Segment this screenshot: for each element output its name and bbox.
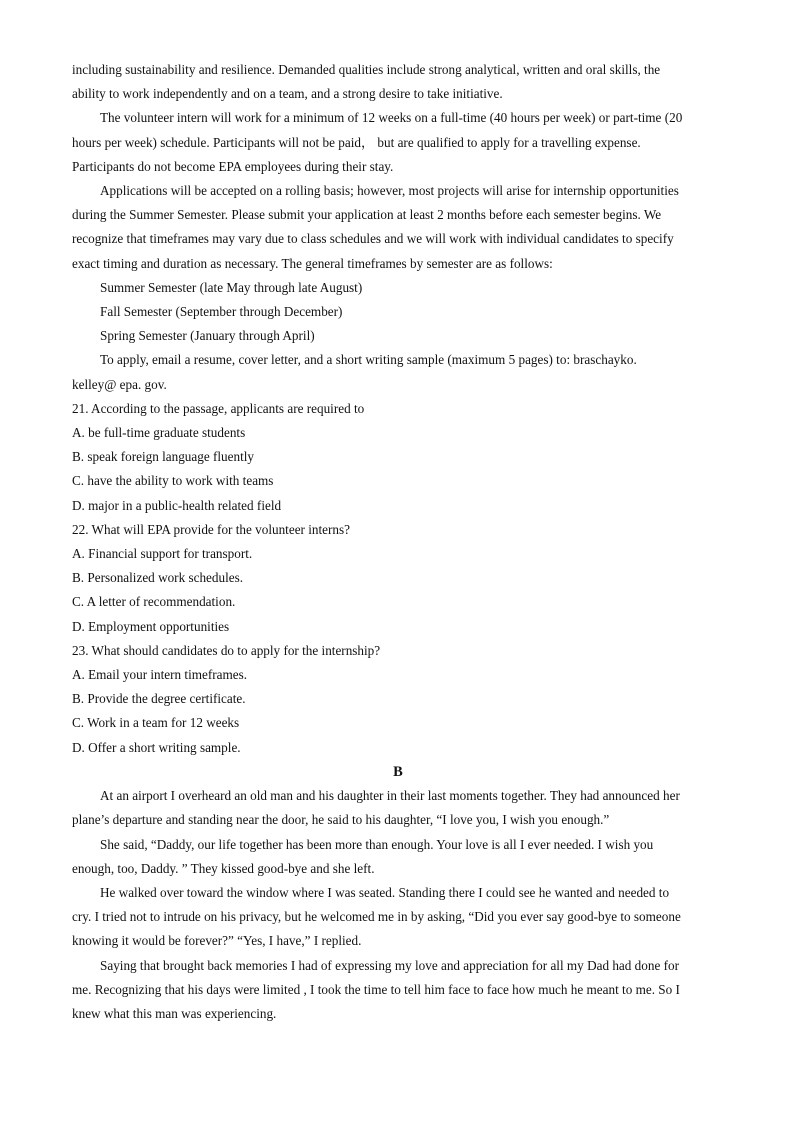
passage-line: She said, “Daddy, our life together has been more than enough. Your love is all I ever needed. I wish you (100, 836, 654, 852)
question-21-option-b: B. speak foreign language fluently (72, 449, 255, 465)
question-22-option-a: A. Financial support for transport. (72, 546, 253, 562)
question-23-option-b: B. Provide the degree certificate. (72, 691, 246, 707)
section-heading-b: B (393, 763, 403, 780)
passage-line: Applications will be accepted on a rolling basis; however, most projects will arise for internship opportunities (100, 183, 679, 199)
question-23-option-c: C. Work in a team for 12 weeks (72, 715, 240, 731)
question-22-stem: 22. What will EPA provide for the volunteer interns? (72, 521, 350, 537)
passage-line: including sustainability and resilience. Demanded qualities include strong analytical, written and oral skills, the (72, 62, 661, 77)
question-21-option-c: C. have the ability to work with teams (72, 473, 274, 489)
question-23-stem: 23. What should candidates do to apply for the internship? (72, 642, 381, 658)
passage-line: recognize that timeframes may vary due to class schedules and we will work with individual candidates to specify (72, 231, 674, 247)
passage-line: Saying that brought back memories I had of expressing my love and appreciation for all my Dad had done for (100, 957, 679, 973)
question-22-option-c: C. A letter of recommendation. (72, 594, 236, 610)
passage-line: enough, too, Daddy. ” They kissed good-bye and she left. (72, 860, 375, 876)
question-22-option-b: B. Personalized work schedules. (72, 570, 244, 586)
question-21-option-a: A. be full-time graduate students (72, 425, 246, 441)
passage-line: me. Recognizing that his days were limited , I took the time to tell him face to face how much he meant to me. So I (72, 981, 680, 997)
question-23-option-d: D. Offer a short writing sample. (72, 739, 241, 755)
passage-line: knew what this man was experiencing. (72, 1005, 277, 1021)
passage-line: cry. I tried not to intrude on his privacy, but he welcomed me in by asking, “Did you ever say good-bye to someone (72, 909, 681, 925)
passage-line: Participants do not become EPA employees during their stay. (72, 158, 394, 174)
passage-line: kelley@ epa. gov. (72, 376, 167, 392)
passage-line: knowing it would be forever?” “Yes, I have,” I replied. (72, 933, 362, 949)
semester-spring: Spring Semester (January through April) (100, 328, 315, 344)
question-21-option-d: D. major in a public-health related field (72, 497, 282, 513)
question-22-option-d: D. Employment opportunities (72, 618, 230, 634)
exam-page (72, 58, 724, 1026)
semester-summer: Summer Semester (late May through late August) (100, 279, 363, 295)
passage-line: during the Summer Semester. Please submit your application at least 2 months before each semester begins. We (72, 207, 662, 223)
passage-line: plane’s departure and standing near the door, he said to his daughter, “I love you, I wish you enough.” (72, 812, 610, 828)
question-21-stem: 21. According to the passage, applicants are required to (72, 400, 365, 416)
passage-line: He walked over toward the window where I was seated. Standing there I could see he wanted and needed to (100, 884, 670, 900)
passage-line: To apply, email a resume, cover letter, and a short writing sample (maximum 5 pages) to: braschayko. (100, 352, 637, 368)
semester-fall: Fall Semester (September through December) (100, 304, 343, 320)
passage-line: hours per week) schedule. Participants will not be paid， but are qualified to apply for a travelling expense. (72, 134, 641, 150)
question-23-option-a: A. Email your intern timeframes. (72, 667, 248, 683)
passage-line: ability to work independently and on a team, and a strong desire to take initiative. (72, 86, 503, 102)
passage-line: At an airport I overheard an old man and his daughter in their last moments together. They had announced her (100, 788, 680, 804)
passage-line: exact timing and duration as necessary. The general timeframes by semester are as follows: (72, 255, 553, 271)
passage-line: The volunteer intern will work for a minimum of 12 weeks on a full-time (40 hours per week) or part-time (20 (100, 110, 683, 126)
